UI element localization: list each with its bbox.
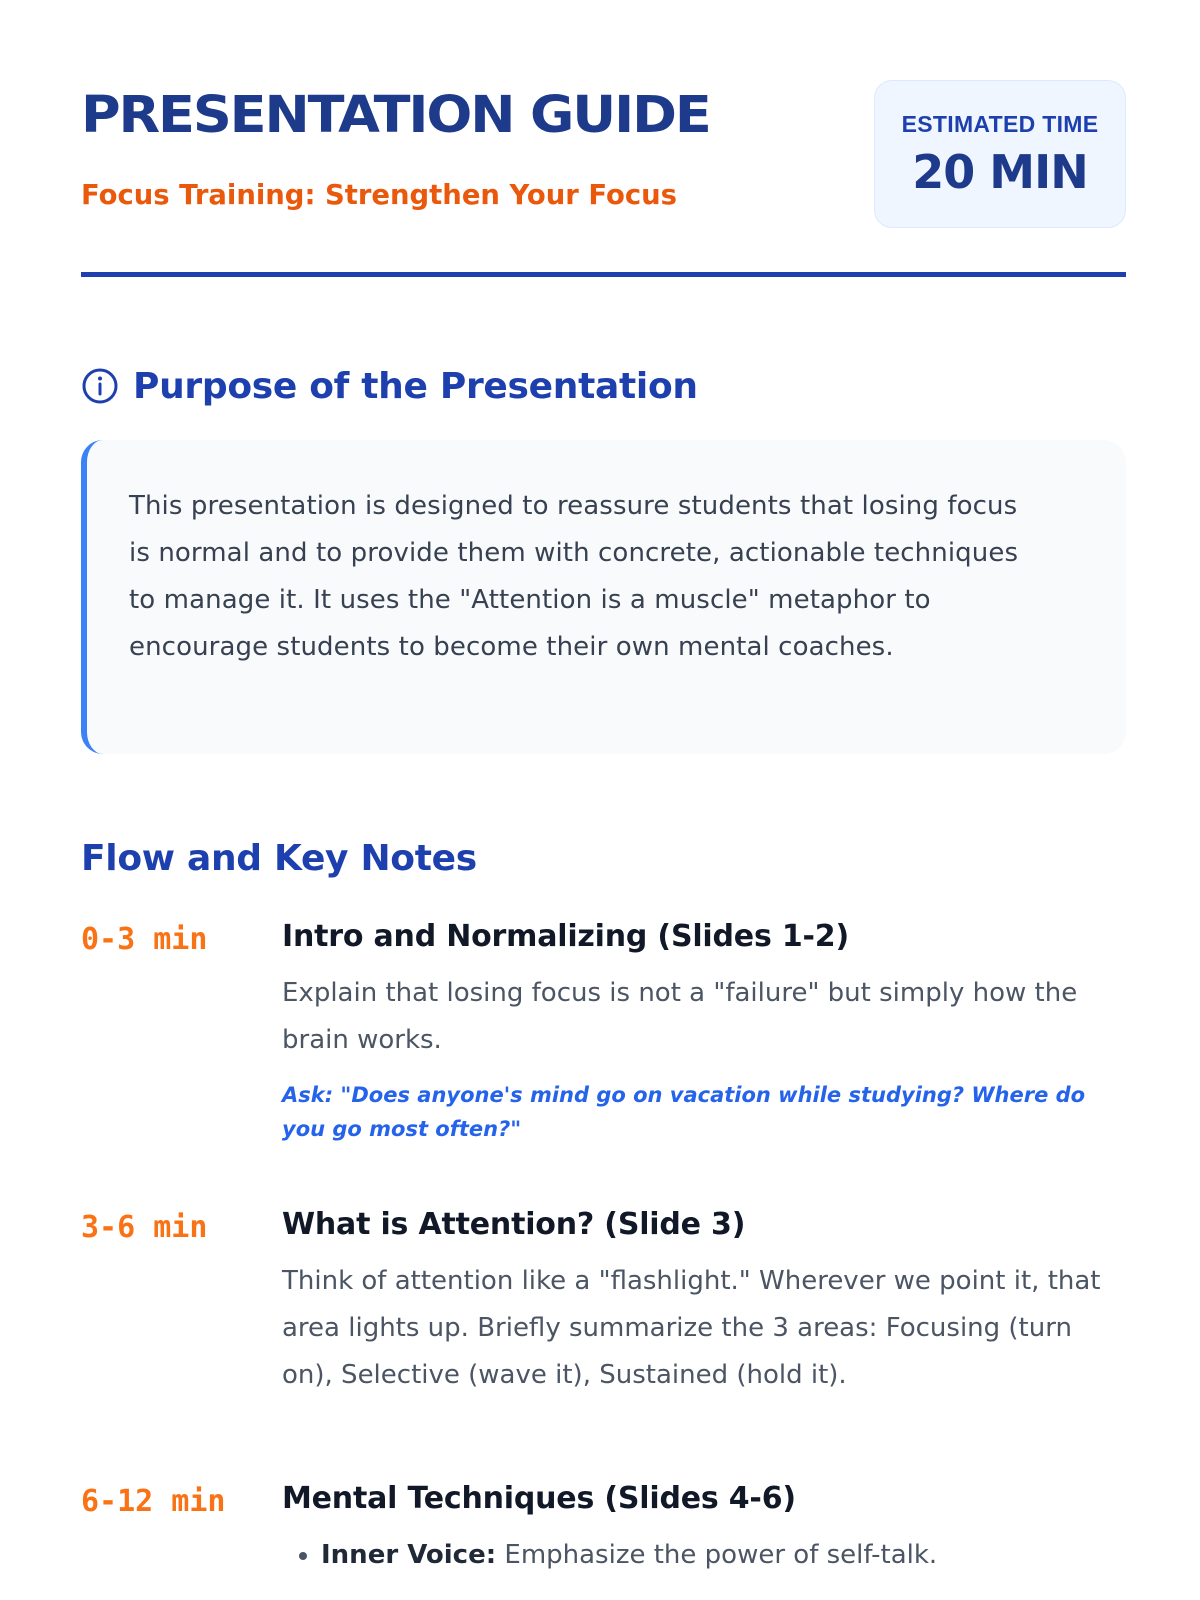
purpose-callout [81,440,1126,754]
estimated-time-label: ESTIMATED TIME [901,111,1099,137]
flow-item-body [282,1206,1126,1399]
page-title: PRESENTATION GUIDE [81,86,710,145]
flow-item-time: 3-6 min [81,1210,208,1245]
purpose-text: This presentation is designed to reassure students that losing focus is normal and to provide them with concrete, actionable techniques to manage it. It uses the "Attention is a muscle" metaphor to encourage students to become their own mental coaches. [129,491,1019,662]
purpose-heading [81,362,698,410]
bullet-text: Emphasize the power of self-talk. [496,1540,938,1570]
bullet-term: Inner Voice: [321,1540,497,1570]
estimated-time-value: 20 MIN [912,145,1088,199]
flow-item-title: What is Attention? (Slide 3) [282,1207,746,1242]
page-subtitle: Focus Training: Strengthen Your Focus [81,178,677,211]
flow-item-body [282,918,1126,1146]
purpose-heading-text: Purpose of the Presentation [133,365,698,407]
flow-item-text: Explain that losing focus is not a "failure" but simply how the brain works. [282,978,1078,1055]
flow-item-time: 6-12 min [81,1484,226,1519]
flow-item-time: 0-3 min [81,922,208,957]
list-item [321,1532,1126,1579]
flow-item-body [282,1480,1126,1579]
flow-item-title: Mental Techniques (Slides 4-6) [282,1481,796,1516]
flow-item-text: Think of attention like a "flashlight." Wherever we point it, that area lights up. Briefly summarize the 3 areas: Focusing (turn on), Selective (wave it), Sustained (hold it). [282,1266,1101,1390]
estimated-time-card [874,80,1126,228]
info-circle-icon [81,367,119,405]
flow-heading: Flow and Key Notes [81,838,477,879]
flow-item-title: Intro and Normalizing (Slides 1-2) [282,919,849,954]
header [81,80,1126,280]
flow-item-ask: Ask: "Does anyone's mind go on vacation while studying? Where do you go most often?" [282,1083,1086,1141]
flow-item-bullets [282,1532,1126,1579]
header-divider [81,272,1126,277]
